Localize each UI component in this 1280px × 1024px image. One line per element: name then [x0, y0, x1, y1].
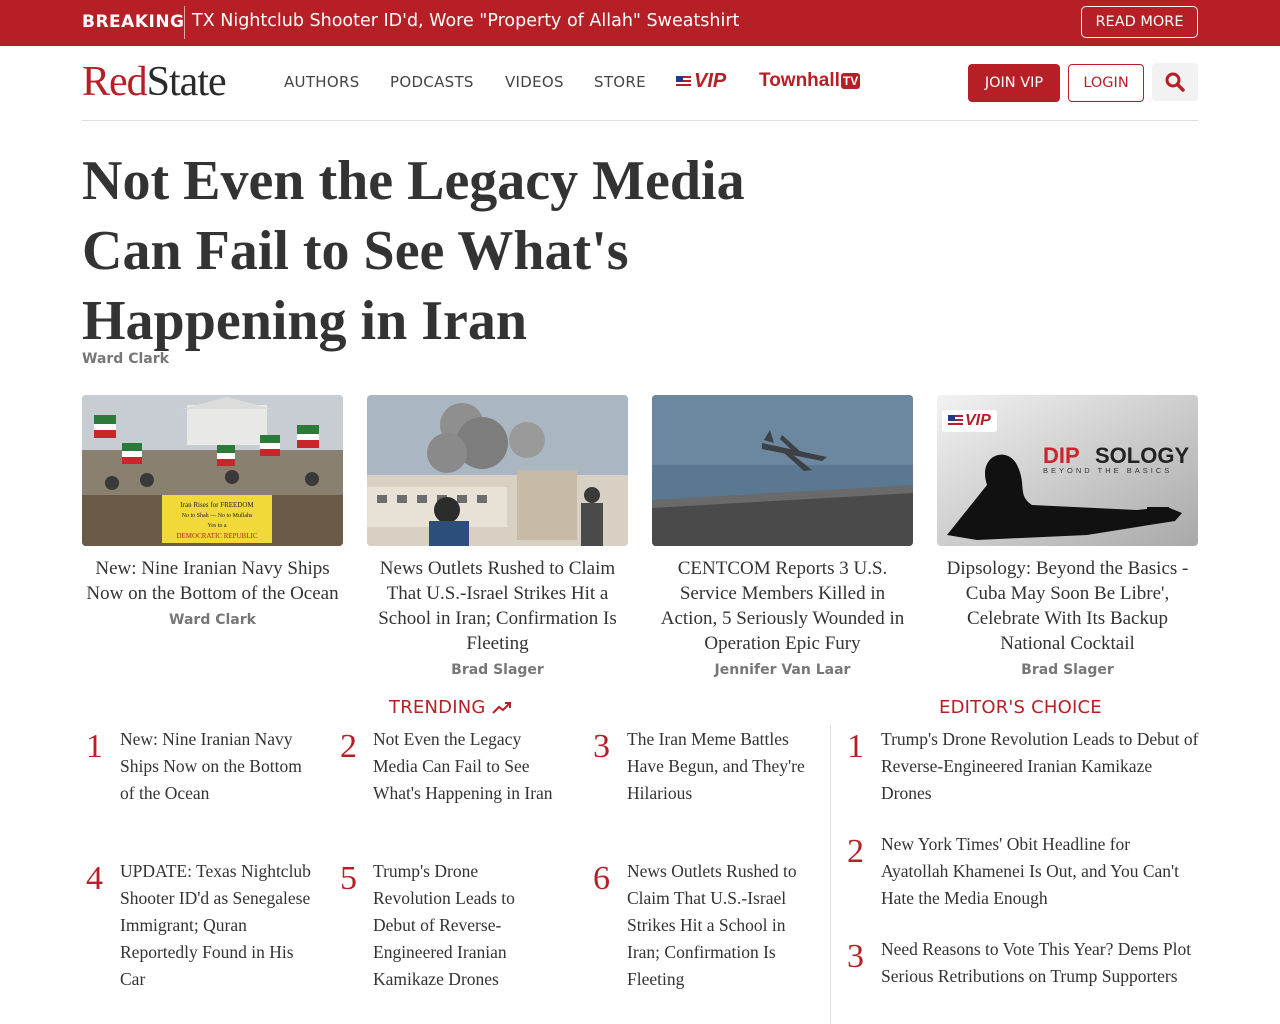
trending-up-icon	[492, 701, 512, 715]
article-card-title[interactable]: News Outlets Rushed to Claim That U.S.-Israel Strikes Hit a School in Iran; Confirmation Is Fleeting	[378, 558, 617, 654]
editors-choice-heading	[939, 697, 1102, 718]
sign-line-1: Iran Rises for FREEDOM	[180, 501, 254, 509]
article-thumbnail-protest[interactable]	[82, 395, 343, 546]
trending-rank: 5	[340, 860, 357, 897]
editors-choice-heading-label: EDITOR'S CHOICE	[939, 697, 1102, 718]
article-card-title[interactable]: Dipsology: Beyond the Basics - Cuba May Soon Be Libre', Celebrate With Its Backup National Cocktail	[946, 558, 1189, 654]
article-card-author[interactable]: Ward Clark	[169, 612, 256, 628]
breaking-divider	[184, 6, 185, 39]
article-card	[367, 395, 628, 678]
column-divider	[830, 725, 831, 1024]
protest-photo-image	[82, 395, 343, 546]
dipsology-brand-dip: DIP	[1043, 443, 1080, 468]
logo-dark-text: State	[146, 59, 226, 105]
lead-article-title[interactable]: Not Even the Legacy Media Can Fail to See What's Happening in Iran	[82, 150, 745, 352]
trending-rank: 3	[593, 728, 610, 765]
lead-article-author[interactable]: Ward Clark	[82, 351, 169, 367]
editors-choice-item-link[interactable]: Need Reasons to Vote This Year? Dems Plot Serious Retributions on Trump Supporters	[881, 939, 1192, 986]
townhall-label: Townhall	[759, 70, 840, 91]
vip-badge-label: VIP	[965, 412, 991, 429]
nav-store[interactable]: STORE	[594, 73, 646, 91]
editors-choice-rank: 2	[847, 833, 864, 870]
dipsology-brand-sology: SOLOGY	[1095, 443, 1190, 468]
trending-rank: 4	[86, 860, 103, 897]
trending-rank: 1	[86, 728, 103, 765]
tv-badge: TV	[842, 74, 859, 88]
vip-label: VIP	[694, 70, 727, 92]
editors-choice-item-link[interactable]: New York Times' Obit Headline for Ayatollah Khamenei Is Out, and You Can't Hate the Media Enough	[881, 834, 1180, 908]
article-card-title[interactable]: CENTCOM Reports 3 U.S. Service Members Killed in Action, 5 Seriously Wounded in Operation Epic Fury	[660, 558, 905, 654]
login-button[interactable]: LOGIN	[1068, 64, 1144, 102]
editors-choice-rank: 1	[847, 728, 864, 765]
trending-rank: 2	[340, 728, 357, 765]
breaking-headline-link[interactable]: TX Nightclub Shooter ID'd, Wore "Property of Allah" Sweatshirt	[192, 11, 740, 31]
article-card	[937, 395, 1198, 678]
logo-red-text: Red	[82, 59, 147, 105]
trending-item-link[interactable]: New: Nine Iranian Navy Ships Now on the Bottom of the Ocean	[120, 729, 302, 803]
article-card	[652, 395, 913, 678]
sign-line-2: No to Shah — No to Mullahs	[181, 513, 253, 519]
sign-line-3: Yes to a	[207, 523, 227, 529]
header-divider	[82, 120, 1198, 121]
article-thumbnail-strike[interactable]	[367, 395, 628, 546]
us-flag-icon	[676, 76, 691, 88]
trending-heading	[389, 697, 512, 718]
sign-line-4: DEMOCRATIC REPUBLIC	[176, 532, 258, 540]
trending-heading-label: TRENDING	[389, 697, 486, 718]
nav-videos[interactable]: VIDEOS	[505, 73, 564, 91]
breaking-news-bar	[0, 0, 1280, 46]
article-thumbnail-jet[interactable]	[652, 395, 913, 546]
nav-authors[interactable]: AUTHORS	[284, 73, 360, 91]
article-card-author[interactable]: Brad Slager	[1021, 662, 1114, 678]
search-icon	[1165, 72, 1185, 92]
read-more-button[interactable]: READ MORE	[1081, 6, 1198, 38]
editors-choice-item-link[interactable]: Trump's Drone Revolution Leads to Debut of Reverse-Engineered Iranian Kamikaze Drones	[881, 729, 1199, 803]
trending-item-link[interactable]: Not Even the Legacy Media Can Fail to See What's Happening in Iran	[373, 729, 553, 803]
article-card-author[interactable]: Jennifer Van Laar	[714, 662, 851, 678]
smoke-city-photo-image	[367, 395, 628, 546]
us-flag-icon	[948, 415, 963, 427]
join-vip-button[interactable]: JOIN VIP	[968, 64, 1060, 102]
article-thumbnail-dipsology[interactable]	[937, 395, 1198, 546]
nav-townhall-tv-link[interactable]	[759, 70, 860, 92]
search-button[interactable]	[1152, 63, 1198, 101]
trending-item-link[interactable]: The Iran Meme Battles Have Begun, and They're Hilarious	[627, 729, 805, 803]
trending-item-link[interactable]: News Outlets Rushed to Claim That U.S.-Israel Strikes Hit a School in Iran; Confirmation Is Fleeting	[627, 861, 797, 989]
site-logo[interactable]	[82, 60, 226, 104]
breaking-label: BREAKING	[82, 12, 185, 32]
nav-podcasts[interactable]: PODCASTS	[390, 73, 474, 91]
trending-item-link[interactable]: Trump's Drone Revolution Leads to Debut of Reverse-Engineered Iranian Kamikaze Drones	[373, 861, 515, 989]
trending-rank: 6	[593, 860, 610, 897]
article-card-title[interactable]: New: Nine Iranian Navy Ships Now on the Bottom of the Ocean	[86, 558, 339, 604]
nav-vip-link[interactable]	[676, 70, 726, 93]
article-card-author[interactable]: Brad Slager	[451, 662, 544, 678]
dipsology-brand-subtitle: BEYOND THE BASICS	[1043, 466, 1173, 475]
carrier-jet-photo-image	[652, 395, 913, 546]
article-card	[82, 395, 343, 628]
vip-badge	[942, 410, 997, 432]
trending-item-link[interactable]: UPDATE: Texas Nightclub Shooter ID'd as Senegalese Immigrant; Quran Reportedly Found in His Car	[120, 861, 311, 989]
editors-choice-rank: 3	[847, 938, 864, 975]
